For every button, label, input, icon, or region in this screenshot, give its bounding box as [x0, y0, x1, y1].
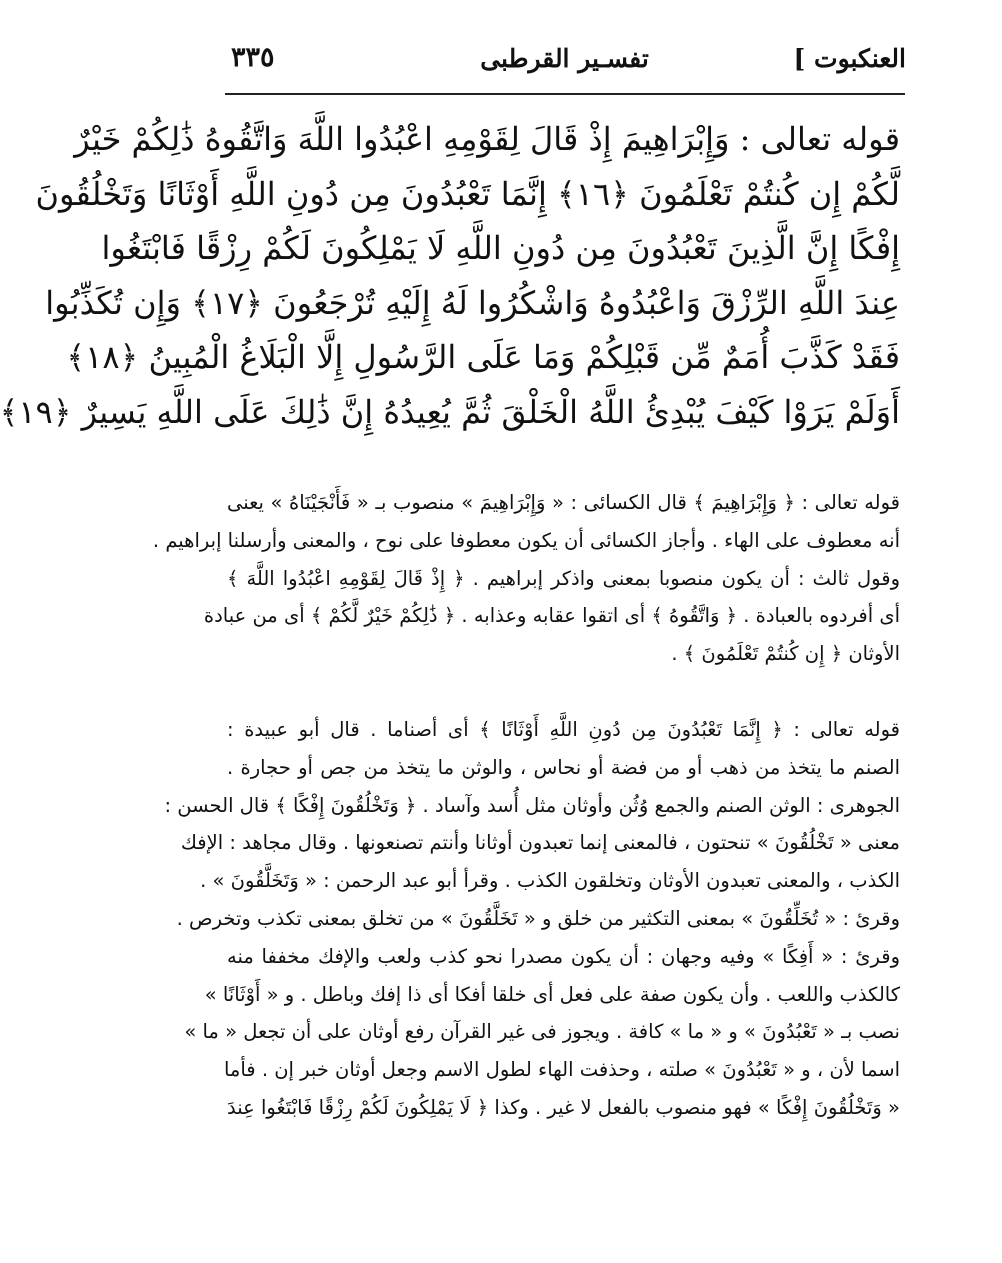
verse-line: إِفْكًا إِنَّ الَّذِينَ تَعْبُدُونَ مِن دُونِ اللَّهِ لَا يَمْلِكُونَ لَكُمْ رِزْقًا فَابْتَغُوا — [101, 229, 900, 267]
commentary-paragraph-2 — [164, 711, 900, 1127]
commentary-line: وقول ثالث : أن يكون منصوبا بمعنى واذكر إبراهيم . ﴿ إِذْ قَالَ لِقَوْمِهِ اعْبُدُوا اللَّهَ ﴾ — [227, 566, 900, 590]
commentary-line: قوله تعالى : ﴿ إِنَّمَا تَعْبُدُونَ مِن دُونِ اللَّهِ أَوْثَانًا ﴾ أى أصناما . قال أبو عبيدة : — [227, 718, 900, 741]
verse-line: قوله تعالى : وَإِبْرَاهِيمَ إِذْ قَالَ لِقَوْمِهِ اعْبُدُوا اللَّهَ وَاتَّقُوهُ ذَٰلِكُمْ خَيْرٌ — [74, 120, 900, 158]
commentary-line: كالكذب واللعب . وأن يكون صفة على فعل أى خلقا أفكا أى ذا إفك وباطل . و « أَوْثَانًا » — [204, 982, 900, 1006]
verse-line: أَوَلَمْ يَرَوْا كَيْفَ يُبْدِئُ اللَّهُ الْخَلْقَ ثُمَّ يُعِيدُهُ إِنَّ ذَٰلِكَ عَلَى اللَّهِ يَسِيرٌ ﴿١٩﴾ — [0, 392, 900, 431]
commentary-line: أنه معطوف على الهاء . وأجاز الكسائى أن يكون معطوفا على نوح ، والمعنى وأرسلنا إبراهيم . — [152, 528, 900, 552]
commentary-line: الأوثان ﴿ إِن كُنتُمْ تَعْلَمُونَ ﴾ . — [671, 642, 900, 666]
commentary-line: الصنم ما يتخذ من ذهب أو من فضة أو نحاس ، والوثن ما يتخذ من جص أو حجارة . — [227, 755, 900, 779]
commentary-line: الكذب ، والمعنى تعبدون الأوثان وتخلقون الكذب . وقرأ أبو عبد الرحمن : « وَتَخَلَّقُونَ » . — [200, 869, 900, 893]
page-number: ٣٣٥ — [231, 42, 275, 73]
commentary-paragraph-1 — [152, 484, 900, 673]
commentary-line: وقرئ : « تُخَلِّقُونَ » بمعنى التكثير من خلق و « تَخَلَّقُونَ » من تخلق بمعنى تكذب وتخرص . — [176, 906, 900, 930]
commentary-line: معنى « تَخْلُقُونَ » تنحتون ، فالمعنى إنما تعبدون أوثانا وأنتم تصنعونها . وقال مجاهد : الإفك — [180, 831, 900, 855]
header-divider — [225, 93, 905, 95]
commentary-line: « وَتَخْلُقُونَ إِفْكًا » فهو منصوب بالفعل لا غير . وكذا ﴿ لَا يَمْلِكُونَ لَكُمْ رِزْقًا فَابْتَغُوا عِندَ — [227, 1095, 900, 1119]
commentary-line: قوله تعالى : ﴿ وَإِبْرَاهِيمَ ﴾ قال الكسائى : « وَإِبْرَاهِيمَ » منصوب بـ « فَأَنْجَيْنَاهُ » يعنى — [227, 491, 900, 514]
commentary-line: اسما لأن ، و « تَعْبُدُونَ » صلته ، وحذفت الهاء لطول الاسم وجعل أوثان خبر إن . فأما — [223, 1058, 900, 1082]
book-title: تفسـير القرطبى — [480, 44, 649, 73]
verse-line: فَقَدْ كَذَّبَ أُمَمٌ مِّن قَبْلِكُمْ وَمَا عَلَى الرَّسُولِ إِلَّا الْبَلَاغُ الْمُبِينُ ﴿١٨﴾ — [66, 338, 900, 376]
page-header — [223, 38, 906, 86]
commentary-line: وقرئ : « أَفِكًا » وفيه وجهان : أن يكون مصدرا نحو كذب ولعب والإفك مخففا منه — [227, 944, 900, 968]
verse-line: لَّكُمْ إِن كُنتُمْ تَعْلَمُونَ ﴿١٦﴾ إِنَّمَا تَعْبُدُونَ مِن دُونِ اللَّهِ أَوْثَانًا وَتَخْلُقُونَ — [35, 174, 900, 213]
commentary-line: أى أفردوه بالعبادة . ﴿ وَاتَّقُوهُ ﴾ أى اتقوا عقابه وعذابه . ﴿ ذَٰلِكُمْ خَيْرٌ لَّكُمْ ﴾ أى من عبادة — [203, 604, 900, 628]
quran-verses-block — [0, 112, 900, 439]
commentary-line: نصب بـ « تَعْبُدُونَ » و « ما » كافة . ويجوز فى غير القرآن رفع أوثان على أن تجعل « ما » — [184, 1020, 900, 1044]
commentary-line: الجوهرى : الوثن الصنم والجمع وُثُن وأوثان مثل أُسد وآساد . ﴿ وَتَخْلُقُونَ إِفْكًا ﴾ قال الحسن : — [164, 793, 900, 817]
verse-line: عِندَ اللَّهِ الرِّزْقَ وَاعْبُدُوهُ وَاشْكُرُوا لَهُ إِلَيْهِ تُرْجَعُونَ ﴿١٧﴾ وَإِن تُكَذِّبُوا — [45, 283, 900, 322]
surah-name: العنكبوت ] — [793, 44, 906, 73]
